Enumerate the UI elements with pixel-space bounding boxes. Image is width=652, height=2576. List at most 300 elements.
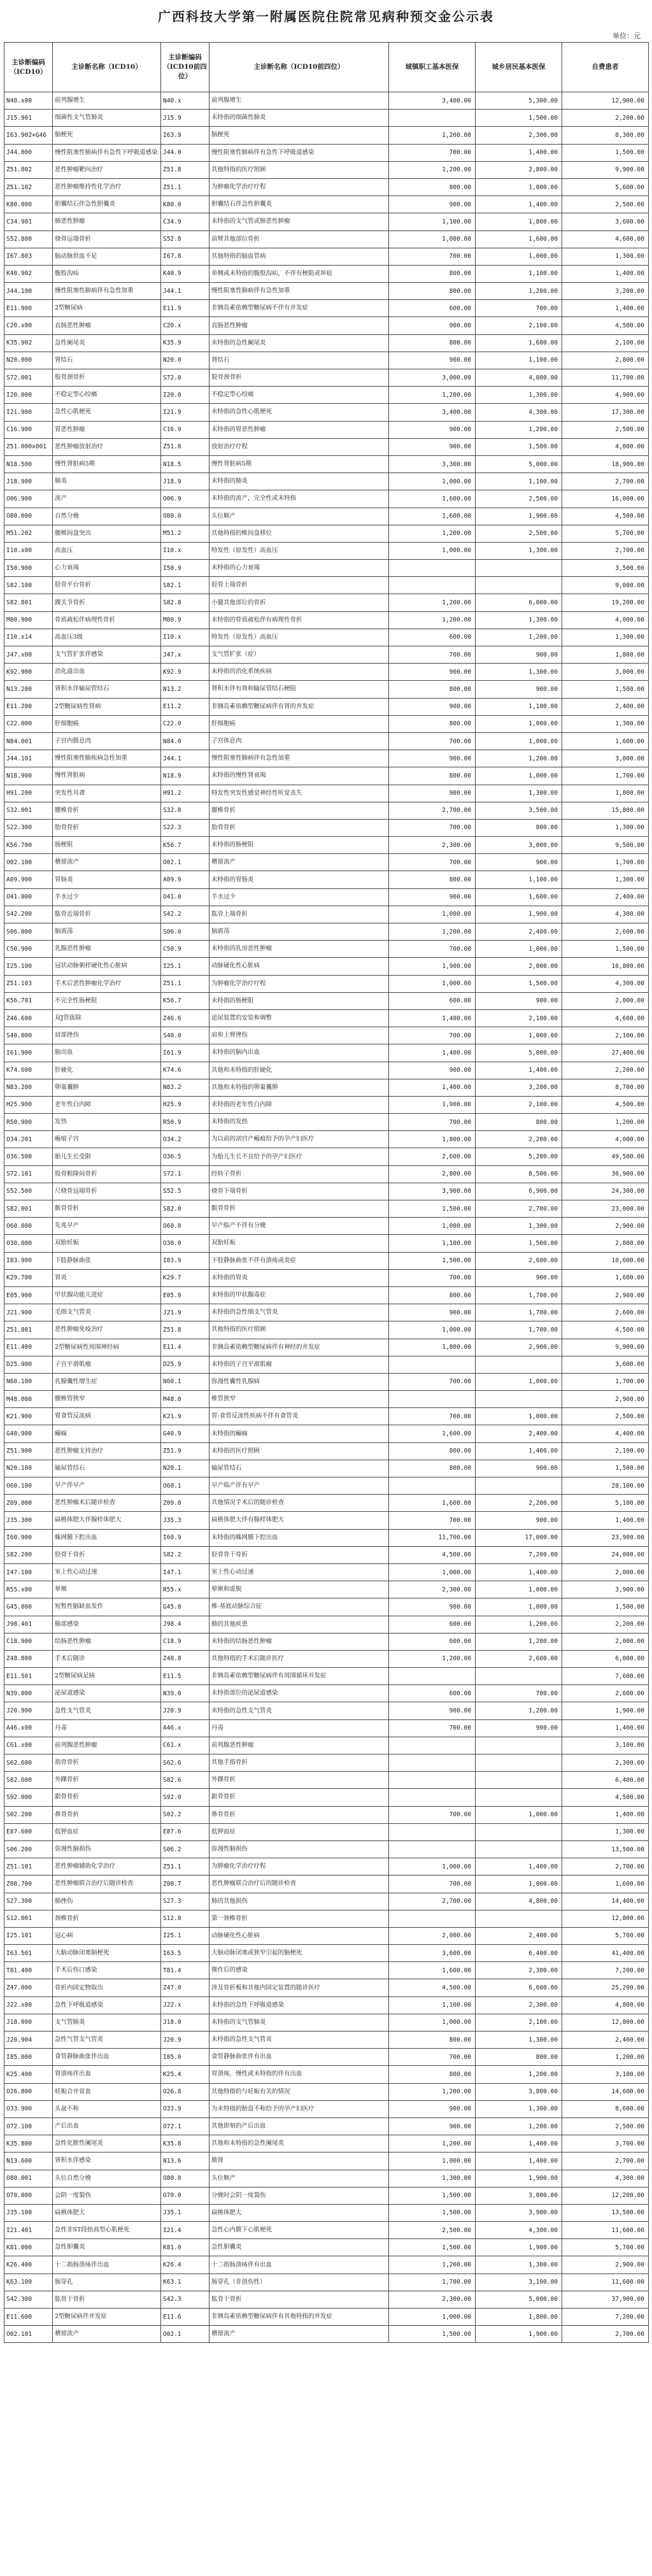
cell-code: O80.001: [4, 2170, 53, 2187]
cell-self-pay: 5,700.00: [562, 525, 649, 542]
table-row: [4, 1962, 649, 1979]
cell-code: O60.000: [4, 1218, 53, 1235]
cell-name: 丹毒: [53, 1719, 161, 1737]
cell-resident-insurance: 800.00: [476, 1114, 562, 1131]
cell-employee-insurance: [389, 1789, 476, 1806]
table-row: [4, 1875, 649, 1893]
cell-resident-insurance: 1,300.00: [476, 2100, 562, 2117]
cell-resident-insurance: 2,600.00: [476, 1252, 562, 1269]
cell-code: J47.x00: [4, 646, 53, 664]
cell-name-4digit: 腰椎骨折: [209, 802, 389, 819]
cell-code-4digit: S27.3: [161, 1893, 209, 1910]
cell-code: I47.100: [4, 1563, 53, 1581]
cell-name-4digit: 未特指的肠梗阻: [209, 837, 389, 854]
cell-name-4digit: 肾结石: [209, 352, 389, 369]
cell-code-4digit: I21.9: [161, 404, 209, 421]
cell-resident-insurance: 1,500.00: [476, 1235, 562, 1252]
table-row: [4, 732, 649, 750]
table-row: [4, 629, 649, 646]
cell-resident-insurance: [476, 1823, 562, 1840]
cell-code-4digit: J18.0: [161, 2014, 209, 2031]
cell-name: 脑动脉供血不足: [53, 248, 161, 265]
cell-name: 胃肠炎: [53, 871, 161, 888]
cell-resident-insurance: 900.00: [476, 854, 562, 871]
cell-name: 发热: [53, 1114, 161, 1131]
cell-name-4digit: 非胰岛素依赖型糖尿病不伴有并发症: [209, 300, 389, 317]
cell-code-4digit: J44.0: [161, 144, 209, 161]
cell-name: 手术后伤口感染: [53, 1962, 161, 1979]
cell-resident-insurance: 2,100.00: [476, 317, 562, 334]
cell-code: C22.000: [4, 715, 53, 732]
cell-code: S40.000: [4, 1027, 53, 1044]
cell-name: 高血压: [53, 542, 161, 559]
cell-code: N13.200: [4, 681, 53, 698]
cell-self-pay: 1,400.00: [562, 1512, 649, 1529]
cell-employee-insurance: 700.00: [389, 1512, 476, 1529]
deposit-table: [4, 42, 649, 2343]
cell-employee-insurance: 900.00: [389, 785, 476, 802]
cell-resident-insurance: 1,300.00: [476, 387, 562, 404]
cell-resident-insurance: 800.00: [476, 2049, 562, 2066]
cell-self-pay: 25,200.00: [562, 1979, 649, 1996]
cell-code: E11.600: [4, 2309, 53, 2326]
cell-employee-insurance: [389, 1737, 476, 1754]
cell-self-pay: 4,300.00: [562, 906, 649, 923]
cell-code-4digit: N13.2: [161, 681, 209, 698]
cell-code-4digit: I61.9: [161, 1044, 209, 1062]
cell-name-4digit: 未特指的细菌性肺炎: [209, 110, 389, 127]
cell-resident-insurance: 1,500.00: [476, 975, 562, 992]
cell-employee-insurance: 800.00: [389, 283, 476, 300]
cell-name-4digit: 直肠恶性肿瘤: [209, 317, 389, 334]
table-row: [4, 161, 649, 178]
cell-name-4digit: 动脉硬化性心脏病: [209, 1927, 389, 1944]
cell-name-4digit: 双胎妊娠: [209, 1235, 389, 1252]
cell-employee-insurance: 3,400.00: [389, 92, 476, 110]
cell-name-4digit: 慢性阻塞性肺病伴有急性加重: [209, 283, 389, 300]
cell-code-4digit: E11.6: [161, 2309, 209, 2326]
table-row: [4, 923, 649, 941]
cell-employee-insurance: 700.00: [389, 854, 476, 871]
table-row: [4, 1772, 649, 1789]
cell-code-4digit: H25.9: [161, 1096, 209, 1113]
cell-name-4digit: 髌骨骨折: [209, 1200, 389, 1218]
cell-code-4digit: A46.x: [161, 1719, 209, 1737]
cell-name: 急性支气管炎: [53, 1702, 161, 1719]
cell-self-pay: 8,300.00: [562, 127, 649, 144]
cell-code: C16.900: [4, 421, 53, 438]
cell-name: 先兆早产: [53, 1218, 161, 1235]
cell-employee-insurance: 900.00: [389, 698, 476, 715]
cell-name-4digit: 输尿管结石: [209, 1460, 389, 1477]
cell-code-4digit: I85.0: [161, 2049, 209, 2066]
table-row: [4, 213, 649, 231]
cell-employee-insurance: 900.00: [389, 1598, 476, 1616]
cell-resident-insurance: 2,400.00: [476, 1927, 562, 1944]
table-row: [4, 2326, 649, 2343]
cell-name-4digit: 未特指的发热: [209, 1114, 389, 1131]
cell-self-pay: 4,300.00: [562, 975, 649, 992]
cell-code: D25.900: [4, 1356, 53, 1373]
cell-employee-insurance: 700.00: [389, 819, 476, 836]
cell-resident-insurance: 1,100.00: [476, 698, 562, 715]
cell-name: 乳腺恶性肿瘤: [53, 941, 161, 958]
cell-resident-insurance: 1,900.00: [476, 508, 562, 525]
cell-resident-insurance: 2,100.00: [476, 2014, 562, 2031]
cell-resident-insurance: 900.00: [476, 1269, 562, 1286]
cell-self-pay: 2,000.00: [562, 992, 649, 1009]
cell-name-4digit: 其他特指的脑血管病: [209, 248, 389, 265]
cell-self-pay: 5,100.00: [562, 1495, 649, 1512]
cell-name: 肺炎: [53, 473, 161, 490]
cell-name-4digit: 特发性（原发性）高血压: [209, 542, 389, 559]
cell-resident-insurance: 5,000.00: [476, 455, 562, 473]
cell-name: 冠心病: [53, 1927, 161, 1944]
cell-employee-insurance: [389, 1840, 476, 1858]
table-row: [4, 1373, 649, 1390]
table-row: [4, 490, 649, 508]
cell-name-4digit: 股骨颈骨折: [209, 369, 389, 387]
cell-name: 会阴一度裂伤: [53, 2187, 161, 2204]
cell-name: 蛛网膜下腔出血: [53, 1529, 161, 1546]
cell-code: Z51.000x001: [4, 438, 53, 455]
cell-resident-insurance: 7,200.00: [476, 1546, 562, 1563]
cell-employee-insurance: 3,000.00: [389, 369, 476, 387]
cell-self-pay: 11,600.00: [562, 2274, 649, 2291]
cell-resident-insurance: 2,400.00: [476, 1425, 562, 1442]
cell-resident-insurance: 1,400.00: [476, 1062, 562, 1079]
cell-self-pay: 14,400.00: [562, 1893, 649, 1910]
cell-code: I10.x14: [4, 629, 53, 646]
table-row: [4, 1806, 649, 1823]
cell-name: 肱骨近端骨折: [53, 906, 161, 923]
table-row: [4, 455, 649, 473]
cell-resident-insurance: 6,900.00: [476, 1183, 562, 1200]
table-row: [4, 508, 649, 525]
cell-code: S42.300: [4, 2291, 53, 2308]
cell-code: E11.900: [4, 300, 53, 317]
cell-code-4digit: J21.9: [161, 1304, 209, 1321]
cell-name: 癫痫: [53, 1425, 161, 1442]
cell-code-4digit: O80.0: [161, 2170, 209, 2187]
cell-name: 肩部挫伤: [53, 1027, 161, 1044]
cell-employee-insurance: 1,600.00: [389, 1962, 476, 1979]
cell-self-pay: 2,600.00: [562, 1685, 649, 1702]
cell-code: K92.900: [4, 664, 53, 681]
cell-code-4digit: I25.1: [161, 958, 209, 975]
cell-code: O36.500: [4, 1148, 53, 1165]
cell-name-4digit: 前臂其他部位骨折: [209, 231, 389, 248]
cell-resident-insurance: 1,200.00: [476, 1633, 562, 1650]
cell-code-4digit: O41.0: [161, 888, 209, 906]
cell-resident-insurance: 900.00: [476, 992, 562, 1009]
cell-code: N60.100: [4, 1373, 53, 1390]
cell-code-4digit: Z48.8: [161, 1650, 209, 1667]
cell-code: S42.200: [4, 906, 53, 923]
cell-name: 2型糖尿病: [53, 300, 161, 317]
table-row: [4, 1668, 649, 1685]
cell-name-4digit: 急性心内膜下心肌梗死: [209, 2222, 389, 2239]
cell-employee-insurance: 1,200.00: [389, 2135, 476, 2153]
cell-self-pay: 14,600.00: [562, 2083, 649, 2100]
cell-code-4digit: R50.9: [161, 1114, 209, 1131]
cell-code: Z51.802: [4, 161, 53, 178]
cell-resident-insurance: 1,200.00: [476, 750, 562, 767]
cell-employee-insurance: 1,600.00: [389, 508, 476, 525]
cell-code: H91.200: [4, 785, 53, 802]
cell-code: J44.100: [4, 283, 53, 300]
cell-resident-insurance: 1,200.00: [476, 2117, 562, 2135]
cell-code-4digit: Z51.1: [161, 1858, 209, 1875]
cell-code-4digit: R55.x: [161, 1581, 209, 1598]
cell-code-4digit: K56.7: [161, 837, 209, 854]
cell-employee-insurance: 1,400.00: [389, 1009, 476, 1027]
cell-self-pay: 1,200.00: [562, 1114, 649, 1131]
cell-self-pay: 2,500.00: [562, 2117, 649, 2135]
cell-resident-insurance: 1,200.00: [476, 421, 562, 438]
table-row: [4, 2239, 649, 2256]
cell-code: J18.000: [4, 2014, 53, 2031]
table-row: [4, 1495, 649, 1512]
cell-name-4digit: 其他情况手术后的随诊检查: [209, 1495, 389, 1512]
cell-resident-insurance: 17,000.00: [476, 1529, 562, 1546]
cell-resident-insurance: [476, 1789, 562, 1806]
cell-resident-insurance: 4,000.00: [476, 369, 562, 387]
cell-name-4digit: 室上性心动过速: [209, 1563, 389, 1581]
cell-code-4digit: I63.5: [161, 1945, 209, 1962]
cell-employee-insurance: 700.00: [389, 1269, 476, 1286]
cell-self-pay: 2,500.00: [562, 421, 649, 438]
cell-self-pay: 4,600.00: [562, 1009, 649, 1027]
cell-name: 肱骨干骨折: [53, 2291, 161, 2308]
cell-self-pay: 1,400.00: [562, 1719, 649, 1737]
cell-name-4digit: 其他特指的医疗照顾: [209, 1321, 389, 1339]
cell-code: J44.000: [4, 144, 53, 161]
cell-resident-insurance: 3,100.00: [476, 2274, 562, 2291]
cell-self-pay: 36,900.00: [562, 1165, 649, 1183]
cell-code-4digit: S72.0: [161, 369, 209, 387]
cell-name: 突发性耳聋: [53, 785, 161, 802]
cell-name-4digit: 慢性阻塞性肺病伴有急性下呼吸道感染: [209, 144, 389, 161]
cell-resident-insurance: 1,400.00: [476, 144, 562, 161]
cell-code: K40.902: [4, 265, 53, 282]
cell-code-4digit: D25.9: [161, 1356, 209, 1373]
cell-employee-insurance: 1,000.00: [389, 2309, 476, 2326]
cell-name-4digit: 急性胆囊炎: [209, 2239, 389, 2256]
cell-name-4digit: 低钾血症: [209, 1823, 389, 1840]
cell-code: R55.x00: [4, 1581, 53, 1598]
cell-resident-insurance: 1,000.00: [476, 1875, 562, 1893]
cell-code: C20.x00: [4, 317, 53, 334]
cell-code-4digit: N39.0: [161, 1685, 209, 1702]
table-row: [4, 1321, 649, 1339]
cell-code: J35.300: [4, 1512, 53, 1529]
cell-resident-insurance: 4,300.00: [476, 404, 562, 421]
cell-code: K25.400: [4, 2066, 53, 2083]
table-body: [4, 92, 649, 2343]
cell-name: 脑梗死: [53, 127, 161, 144]
table-row: [4, 2014, 649, 2031]
table-row: [4, 1789, 649, 1806]
table-row: [4, 1079, 649, 1096]
cell-name-4digit: 未特指的消化系统疾病: [209, 664, 389, 681]
cell-employee-insurance: 600.00: [389, 629, 476, 646]
cell-code: M51.202: [4, 525, 53, 542]
cell-code: E11.400: [4, 1339, 53, 1356]
table-row: [4, 1027, 649, 1044]
cell-code-4digit: Z51.1: [161, 975, 209, 992]
table-row: [4, 1408, 649, 1425]
page-title: 广西科技大学第一附属医院住院常见病种预交金公示表: [158, 8, 494, 24]
cell-name: 跟骨骨折: [53, 1789, 161, 1806]
cell-employee-insurance: 900.00: [389, 750, 476, 767]
cell-employee-insurance: 3,300.00: [389, 455, 476, 473]
cell-employee-insurance: 1,100.00: [389, 1996, 476, 2014]
table-row: [4, 1581, 649, 1598]
cell-resident-insurance: 1,400.00: [476, 2153, 562, 2170]
cell-self-pay: 4,000.00: [562, 438, 649, 455]
cell-self-pay: 4,000.00: [562, 1131, 649, 1148]
cell-employee-insurance: 1,500.00: [389, 2239, 476, 2256]
table-row: [4, 871, 649, 888]
cell-name-4digit: 未特指的蛛网膜下腔出血: [209, 1529, 389, 1546]
cell-code-4digit: Z51.0: [161, 438, 209, 455]
cell-name-4digit: 未特指的胃恶性肿瘤: [209, 421, 389, 438]
cell-code: C18.900: [4, 1633, 53, 1650]
cell-employee-insurance: 700.00: [389, 1027, 476, 1044]
cell-self-pay: 18,900.00: [562, 455, 649, 473]
cell-code-4digit: A09.9: [161, 871, 209, 888]
cell-employee-insurance: 1,200.00: [389, 127, 476, 144]
cell-employee-insurance: 800.00: [389, 178, 476, 196]
cell-name: 肝硬化: [53, 1062, 161, 1079]
cell-name-4digit: 脓肾: [209, 2153, 389, 2170]
cell-employee-insurance: 1,200.00: [389, 525, 476, 542]
cell-code-4digit: O34.2: [161, 1131, 209, 1148]
cell-code-4digit: I63.9: [161, 127, 209, 144]
cell-code: K56.701: [4, 992, 53, 1009]
cell-name: 急性下呼吸道感染: [53, 1996, 161, 2014]
cell-code-4digit: K40.9: [161, 265, 209, 282]
cell-self-pay: 3,000.00: [562, 750, 649, 767]
cell-employee-insurance: 900.00: [389, 438, 476, 455]
cell-code: K21.900: [4, 1408, 53, 1425]
cell-code: Z09.000: [4, 1495, 53, 1512]
table-row: [4, 1131, 649, 1148]
cell-code: Z47.000: [4, 1979, 53, 1996]
table-row: [4, 750, 649, 767]
cell-resident-insurance: 1,100.00: [476, 352, 562, 369]
cell-employee-insurance: 1,000.00: [389, 906, 476, 923]
cell-resident-insurance: [476, 1668, 562, 1685]
cell-code: S06.000: [4, 923, 53, 941]
cell-resident-insurance: [476, 577, 562, 594]
table-row: [4, 1616, 649, 1633]
table-row: [4, 92, 649, 110]
cell-name-4digit: 小腿其他部位的骨折: [209, 594, 389, 611]
cell-self-pay: 1,700.00: [562, 767, 649, 785]
cell-code: O26.800: [4, 2083, 53, 2100]
cell-employee-insurance: 1,300.00: [389, 2170, 476, 2187]
cell-code: J20.904: [4, 2032, 53, 2049]
cell-self-pay: 23,900.00: [562, 1529, 649, 1546]
cell-name-4digit: 未特指的急性细支气管炎: [209, 1304, 389, 1321]
cell-name: 晕厥: [53, 1581, 161, 1598]
cell-self-pay: 1,500.00: [562, 1598, 649, 1616]
cell-self-pay: 1,700.00: [562, 1373, 649, 1390]
cell-name-4digit: 大脑动脉闭塞或狭窄引起的脑梗死: [209, 1945, 389, 1962]
cell-self-pay: 4,500.00: [562, 508, 649, 525]
cell-self-pay: 7,200.00: [562, 1962, 649, 1979]
cell-name-4digit: 为未特指的胎盘不称给予的孕产妇医疗: [209, 2100, 389, 2117]
cell-code-4digit: J35.1: [161, 2204, 209, 2221]
cell-code-4digit: C16.9: [161, 421, 209, 438]
cell-name-4digit: 未特指的心力衰竭: [209, 560, 389, 577]
cell-self-pay: 2,700.00: [562, 542, 649, 559]
cell-code-4digit: I83.9: [161, 1252, 209, 1269]
cell-name-4digit: 未特指的慢性肾衰竭: [209, 767, 389, 785]
table-row: [4, 1269, 649, 1286]
cell-resident-insurance: 6,400.00: [476, 1945, 562, 1962]
cell-code: N20.100: [4, 1460, 53, 1477]
cell-self-pay: 2,400.00: [562, 888, 649, 906]
cell-name-4digit: 非胰岛素依赖型糖尿病伴有周围循环并发症: [209, 1668, 389, 1685]
cell-code-4digit: O36.5: [161, 1148, 209, 1165]
cell-name-4digit: 为肿瘤化学治疗疗程: [209, 975, 389, 992]
cell-self-pay: 2,500.00: [562, 196, 649, 213]
cell-name: 直肠恶性肿瘤: [53, 317, 161, 334]
cell-name-4digit: 未特指的支气管肺炎: [209, 2014, 389, 2031]
cell-self-pay: 2,700.00: [562, 1858, 649, 1875]
cell-employee-insurance: 800.00: [389, 767, 476, 785]
table-row: [4, 941, 649, 958]
cell-code: S82.200: [4, 1546, 53, 1563]
table-row: [4, 2256, 649, 2274]
table-row: [4, 1252, 649, 1269]
table-row: [4, 1183, 649, 1200]
cell-name: 恶性肿瘤放射治疗: [53, 438, 161, 455]
cell-employee-insurance: 800.00: [389, 2032, 476, 2049]
cell-employee-insurance: 1,500.00: [389, 1252, 476, 1269]
cell-employee-insurance: 4,500.00: [389, 1979, 476, 1996]
cell-employee-insurance: 1,200.00: [389, 387, 476, 404]
table-row: [4, 1945, 649, 1962]
cell-resident-insurance: 1,900.00: [476, 2170, 562, 2187]
cell-self-pay: 19,200.00: [562, 594, 649, 611]
cell-code: R50.900: [4, 1114, 53, 1131]
cell-employee-insurance: [389, 1477, 476, 1495]
cell-code: C34.901: [4, 213, 53, 231]
header-diagnosis-name: 主诊断名称（ICD10）: [53, 43, 161, 92]
cell-resident-insurance: 1,000.00: [476, 1373, 562, 1390]
cell-code-4digit: K21.9: [161, 1408, 209, 1425]
cell-code: Z51.103: [4, 975, 53, 992]
cell-code-4digit: S06.2: [161, 1840, 209, 1858]
cell-self-pay: 5,700.00: [562, 2239, 649, 2256]
cell-name: 肝细胞癌: [53, 715, 161, 732]
cell-name: 消化道出血: [53, 664, 161, 681]
cell-employee-insurance: 2,300.00: [389, 1581, 476, 1598]
cell-resident-insurance: 1,700.00: [476, 1304, 562, 1321]
cell-resident-insurance: 1,100.00: [476, 265, 562, 282]
cell-name: 大脑动脉闭塞脑梗死: [53, 1945, 161, 1962]
cell-resident-insurance: [476, 1737, 562, 1754]
cell-name-4digit: 肾积水伴有肾和输尿管结石梗阻: [209, 681, 389, 698]
cell-name: 鼻骨骨折: [53, 1806, 161, 1823]
cell-code: S02.200: [4, 1806, 53, 1823]
cell-self-pay: 2,200.00: [562, 1616, 649, 1633]
cell-name-4digit: 未特指的乳房恶性肿瘤: [209, 941, 389, 958]
